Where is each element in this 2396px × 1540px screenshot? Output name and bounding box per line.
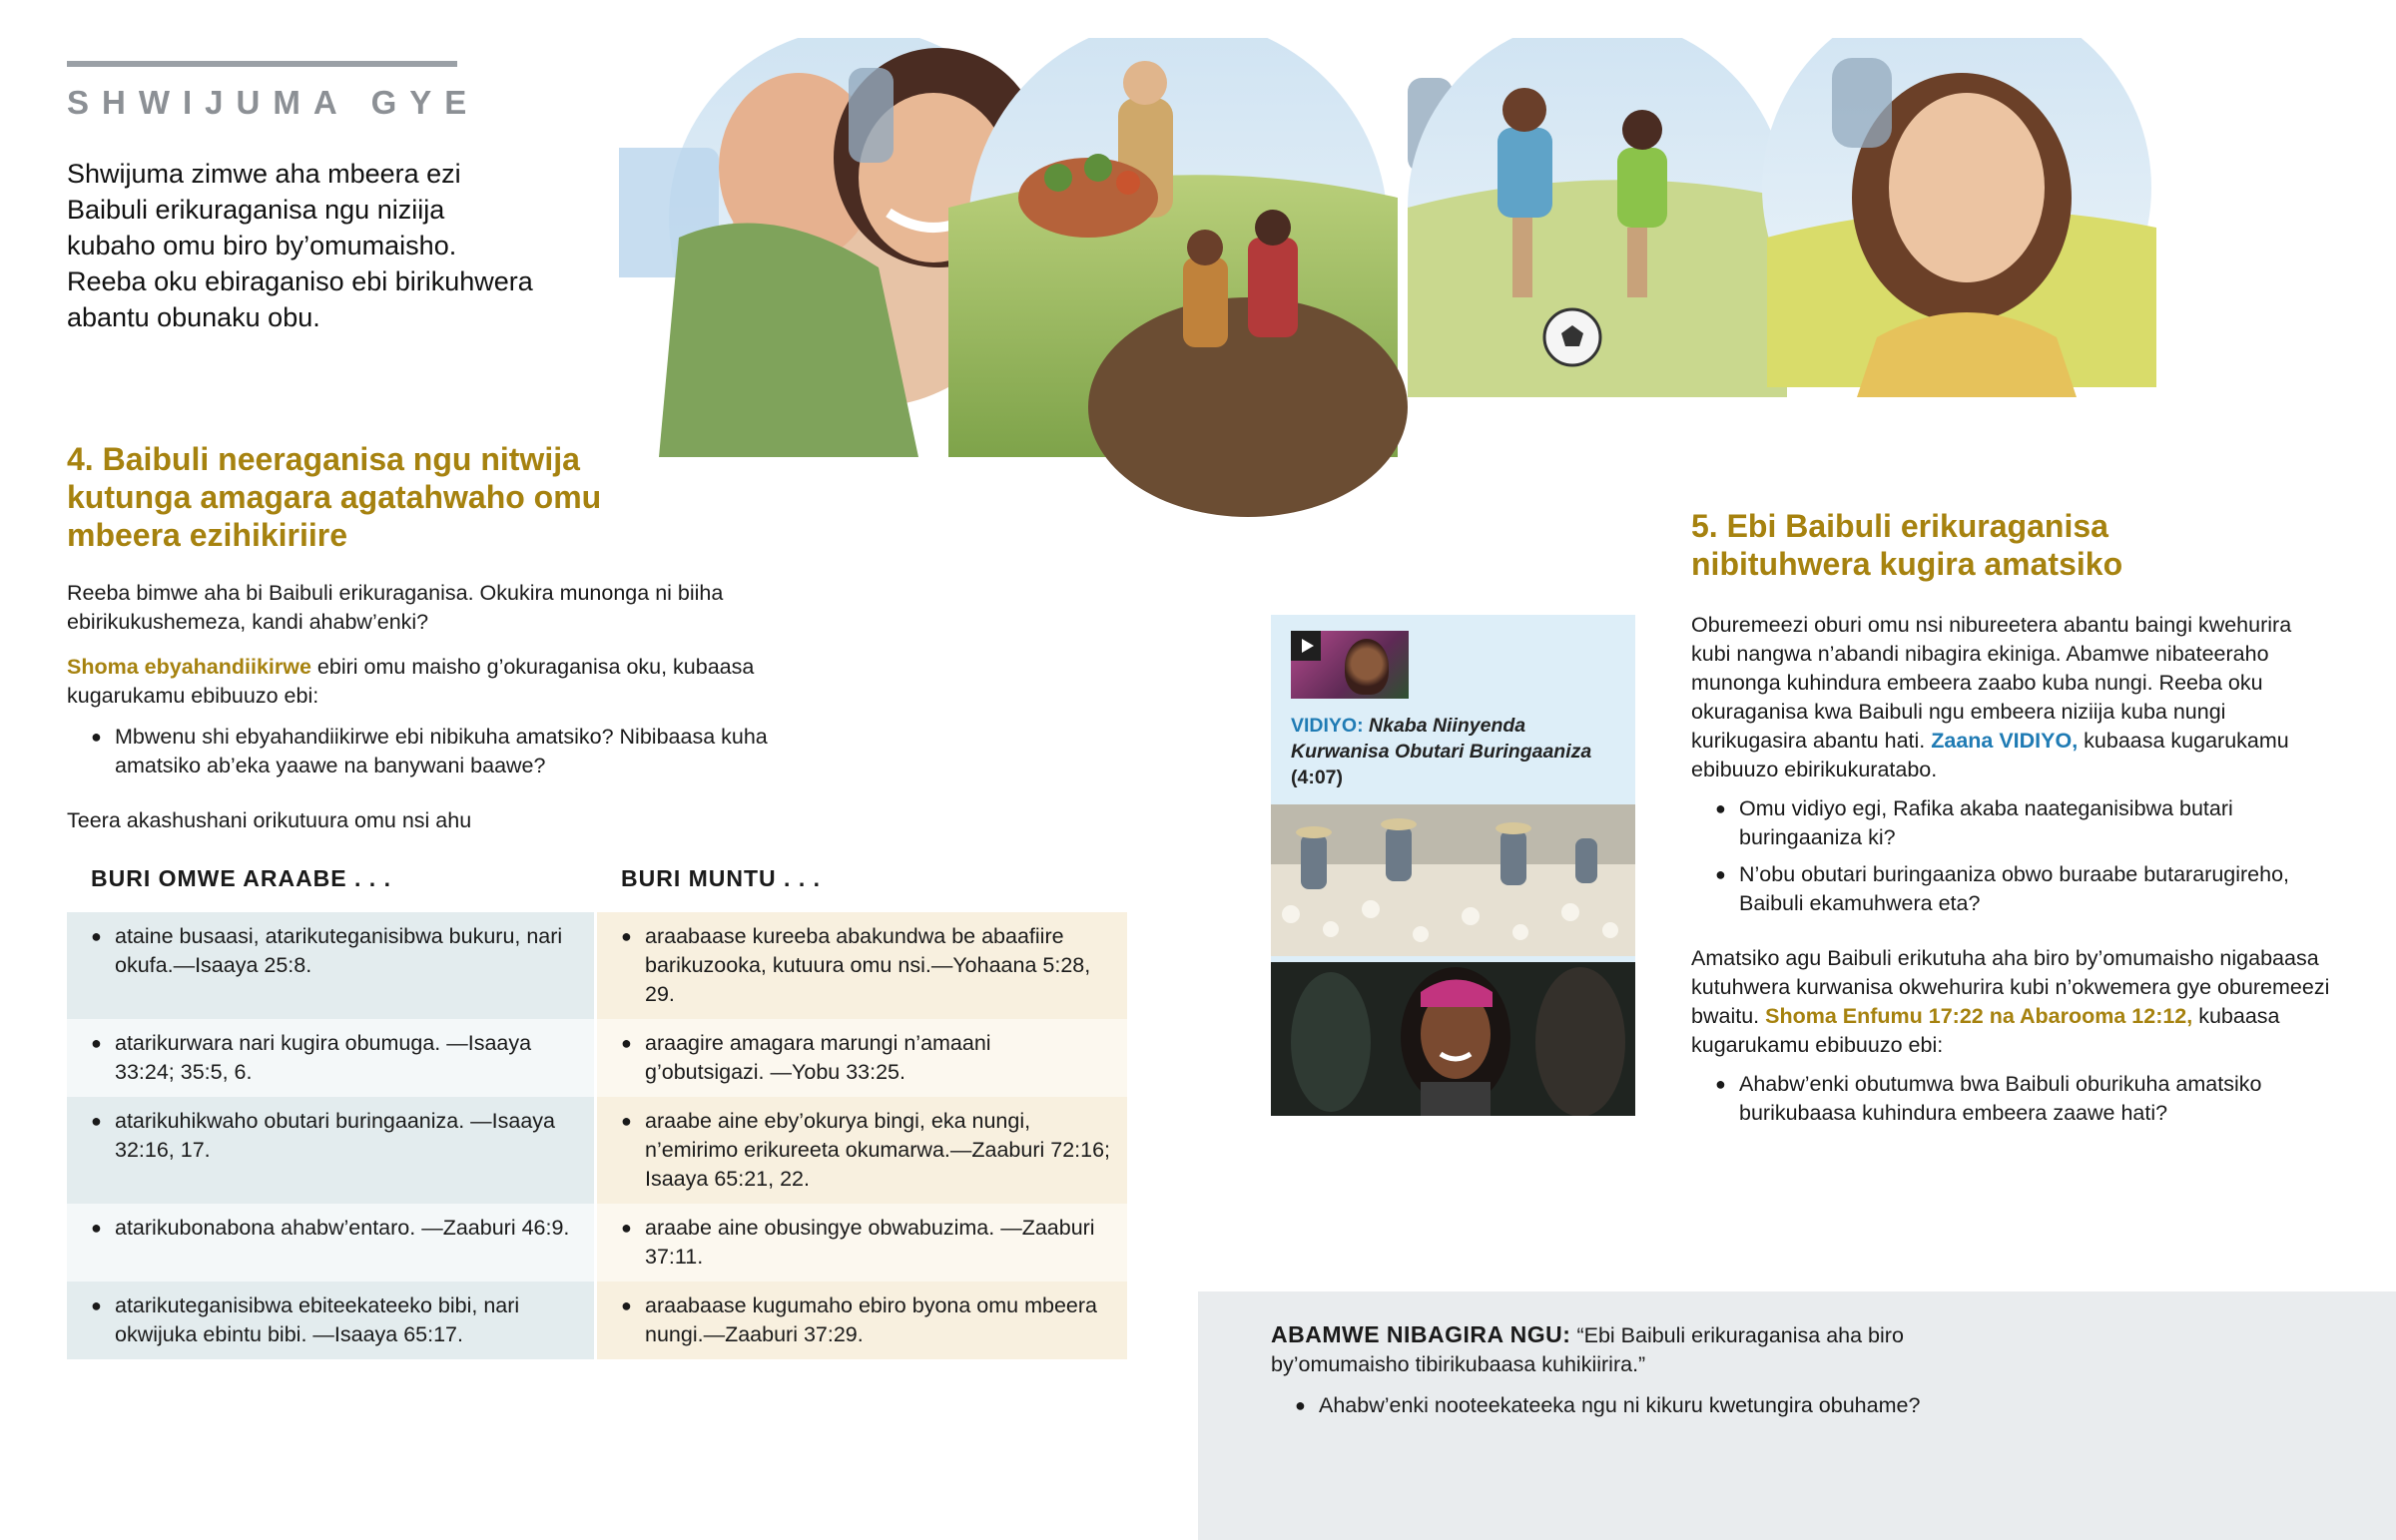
bullet-icon: ● bbox=[1715, 1074, 1726, 1094]
bullet-icon: ● bbox=[91, 727, 102, 747]
video-title: Nkaba Niinyenda Kurwanisa Obutari Buringaaniza bbox=[1291, 715, 1592, 763]
section5-question-3: ● Ahabw’enki obutumwa bwa Baibuli oburikuha amatsiko burikubaasa kuhindura embeera zaawe hati? bbox=[1691, 1070, 2330, 1128]
table-cell-left: ● ataine busaasi, atarikuteganisibwa bukuru, nari okufa.—Isaaya 25:8. bbox=[67, 912, 597, 1019]
table-row bbox=[67, 1282, 1127, 1359]
video-card[interactable] bbox=[1271, 615, 1635, 1116]
bullet-icon: ● bbox=[621, 1295, 632, 1315]
bullet-icon: ● bbox=[91, 1295, 102, 1315]
header-rule bbox=[67, 61, 457, 67]
table-row bbox=[67, 1204, 1127, 1282]
table-row bbox=[67, 912, 1127, 1019]
promises-table bbox=[67, 856, 1127, 1359]
section4-title: 4. Baibuli neeraganisa ngu nitwija kutunga amagara agatahwaho omu mbeera ezihikiriire bbox=[67, 441, 602, 553]
table-cell-left: ● atarikuteganisibwa ebiteekateeko bibi, nari okwijuka ebintu bibi. —Isaaya 65:17. bbox=[67, 1282, 597, 1359]
table-cell-right: ● araabaase kureeba abakundwa be abaafiire barikuzooka, kutuura omu nsi.—Yohaana 5:28, 29. bbox=[597, 912, 1127, 1019]
table-header-col2: BURI MUNTU . . . bbox=[621, 865, 821, 891]
section5-question-2: ● N’obu obutari buringaaniza obwo buraabe butararugireho, Baibuli ekamuhwera eta? bbox=[1691, 860, 2330, 918]
bullet-icon: ● bbox=[1295, 1395, 1306, 1415]
section5-title: 5. Ebi Baibuli erikuraganisa nibituhwera kugira amatsiko bbox=[1691, 508, 2123, 582]
some-say-question: ● Ahabw’enki nooteekateeka ngu ni kikuru kwetungira obuhame? bbox=[1271, 1391, 2169, 1420]
table-cell-left: ● atarikubonabona ahabw’entaro. —Zaaburi 46:9. bbox=[67, 1204, 597, 1282]
read-scriptures-link[interactable]: Shoma ebyahandiikirwe bbox=[67, 655, 311, 679]
table-row bbox=[67, 1019, 1127, 1097]
table-cell-left: ● atarikurwara nari kugira obumuga. —Isaaya 33:24; 35:5, 6. bbox=[67, 1019, 597, 1097]
bullet-icon: ● bbox=[91, 926, 102, 946]
bullet-icon: ● bbox=[91, 1218, 102, 1238]
play-icon[interactable] bbox=[1291, 631, 1321, 661]
table-cell-right: ● araabe aine eby’okurya bingi, eka nungi, n’emirimo erikureeta okumarwa.—Zaaburi 72:16; Isaaya 65:21, 22. bbox=[597, 1097, 1127, 1204]
table-cell-right: ● araabaase kugumaho ebiro byona omu mbeera nungi.—Zaaburi 37:29. bbox=[597, 1282, 1127, 1359]
section5-question-1: ● Omu vidiyo egi, Rafika akaba naateganisibwa butari buringaaniza ki? bbox=[1691, 794, 2330, 852]
table-header-col1: BURI OMWE ARAABE . . . bbox=[91, 865, 391, 891]
video-still-smiling-woman bbox=[1271, 962, 1635, 1116]
some-say-quote: “Ebi Baibuli erikuraganisa aha biro by’omumaisho tibirikubaasa kuhikiirira.” bbox=[1271, 1323, 1904, 1376]
section4-paragraph-3: Teera akashushani orikutuura omu nsi ahu bbox=[67, 808, 472, 832]
bullet-icon: ● bbox=[621, 926, 632, 946]
section4-paragraph-2: Shoma ebyahandiikirwe ebiri omu maisho g’okuraganisa oku, kubaasa kugarukamu ebibuuzo ebi: bbox=[67, 655, 755, 708]
bullet-icon: ● bbox=[621, 1111, 632, 1131]
table-row bbox=[67, 1097, 1127, 1204]
watch-video-link[interactable]: Zaana VIDIYO, bbox=[1931, 729, 2079, 753]
table-cell-right: ● araagire amagara marungi n’amaani g’obutsigazi. —Yobu 33:25. bbox=[597, 1019, 1127, 1097]
video-label: VIDIYO: bbox=[1291, 715, 1364, 737]
intro-paragraph: Shwijuma zimwe aha mbeera ezi Baibuli erikuraganisa ngu niziija kubaho omu biro by’omumaisho. Reeba oku ebiraganiso ebi birikuhwera abantu obunaku obu. bbox=[67, 159, 533, 332]
bullet-icon: ● bbox=[621, 1218, 632, 1238]
video-thumbnail-face bbox=[1345, 639, 1389, 695]
video-duration: (4:07) bbox=[1291, 767, 1344, 788]
lesson-kicker: SHWIJUMA GYE bbox=[67, 84, 480, 121]
bullet-icon: ● bbox=[621, 1033, 632, 1053]
some-say-lead: ABAMWE NIBAGIRA NGU: bbox=[1271, 1321, 1571, 1347]
table-cell-right: ● araabe aine obusingye obwabuzima. —Zaaburi 37:11. bbox=[597, 1204, 1127, 1282]
section5-paragraph-2: Amatsiko agu Baibuli erikutuha aha biro by’omumaisho nigabaasa kutuhwera kurwanisa okwehurira kubi n’okwemera gye oburemeezi bwaitu. Shoma Enfumu 17:22 na Abarooma 12:12, kubaasa kugarukamu ebibuuzo ebi: bbox=[1691, 946, 2330, 1057]
bullet-icon: ● bbox=[91, 1033, 102, 1053]
bullet-icon: ● bbox=[91, 1111, 102, 1131]
section4-question: ● Mbwenu shi ebyahandiikirwe ebi nibikuha amatsiko? Nibibaasa kuha amatsiko ab’eka yaawe na banywani baawe? bbox=[67, 723, 846, 780]
hero-illustration bbox=[619, 38, 2316, 537]
bullet-icon: ● bbox=[1715, 864, 1726, 884]
bullet-icon: ● bbox=[1715, 798, 1726, 818]
table-cell-left: ● atarikuhikwaho obutari buringaaniza. —Isaaya 32:16, 17. bbox=[67, 1097, 597, 1204]
some-say-statement bbox=[1271, 1320, 2030, 1379]
read-proverbs-romans-link[interactable]: Shoma Enfumu 17:22 na Abarooma 12:12, bbox=[1765, 1004, 2193, 1028]
video-still-cotton-field bbox=[1271, 804, 1635, 956]
section5-paragraph-1: Oburemeezi oburi omu nsi nibureetera abantu baingi kwehurira kubi nangwa n’abandi nibagira ekiniga. Abamwe nibateeraho munonga kuhindura embeera zaabo kuba nungi. Reeba oku okuraganisa kwa Baibuli ngu embeera niziija kuba nungi kurikugasira abantu hati. Zaana VIDIYO, kubaasa kugarukamu ebibuuzo ebirikukuratabo. bbox=[1691, 613, 2292, 781]
section4-paragraph-1: Reeba bimwe aha bi Baibuli erikuraganisa. Okukira munonga ni biiha ebirikukushemeza, kandi ahabw’enki? bbox=[67, 581, 724, 634]
video-caption[interactable] bbox=[1291, 713, 1625, 790]
video-thumbnail[interactable] bbox=[1291, 631, 1409, 699]
